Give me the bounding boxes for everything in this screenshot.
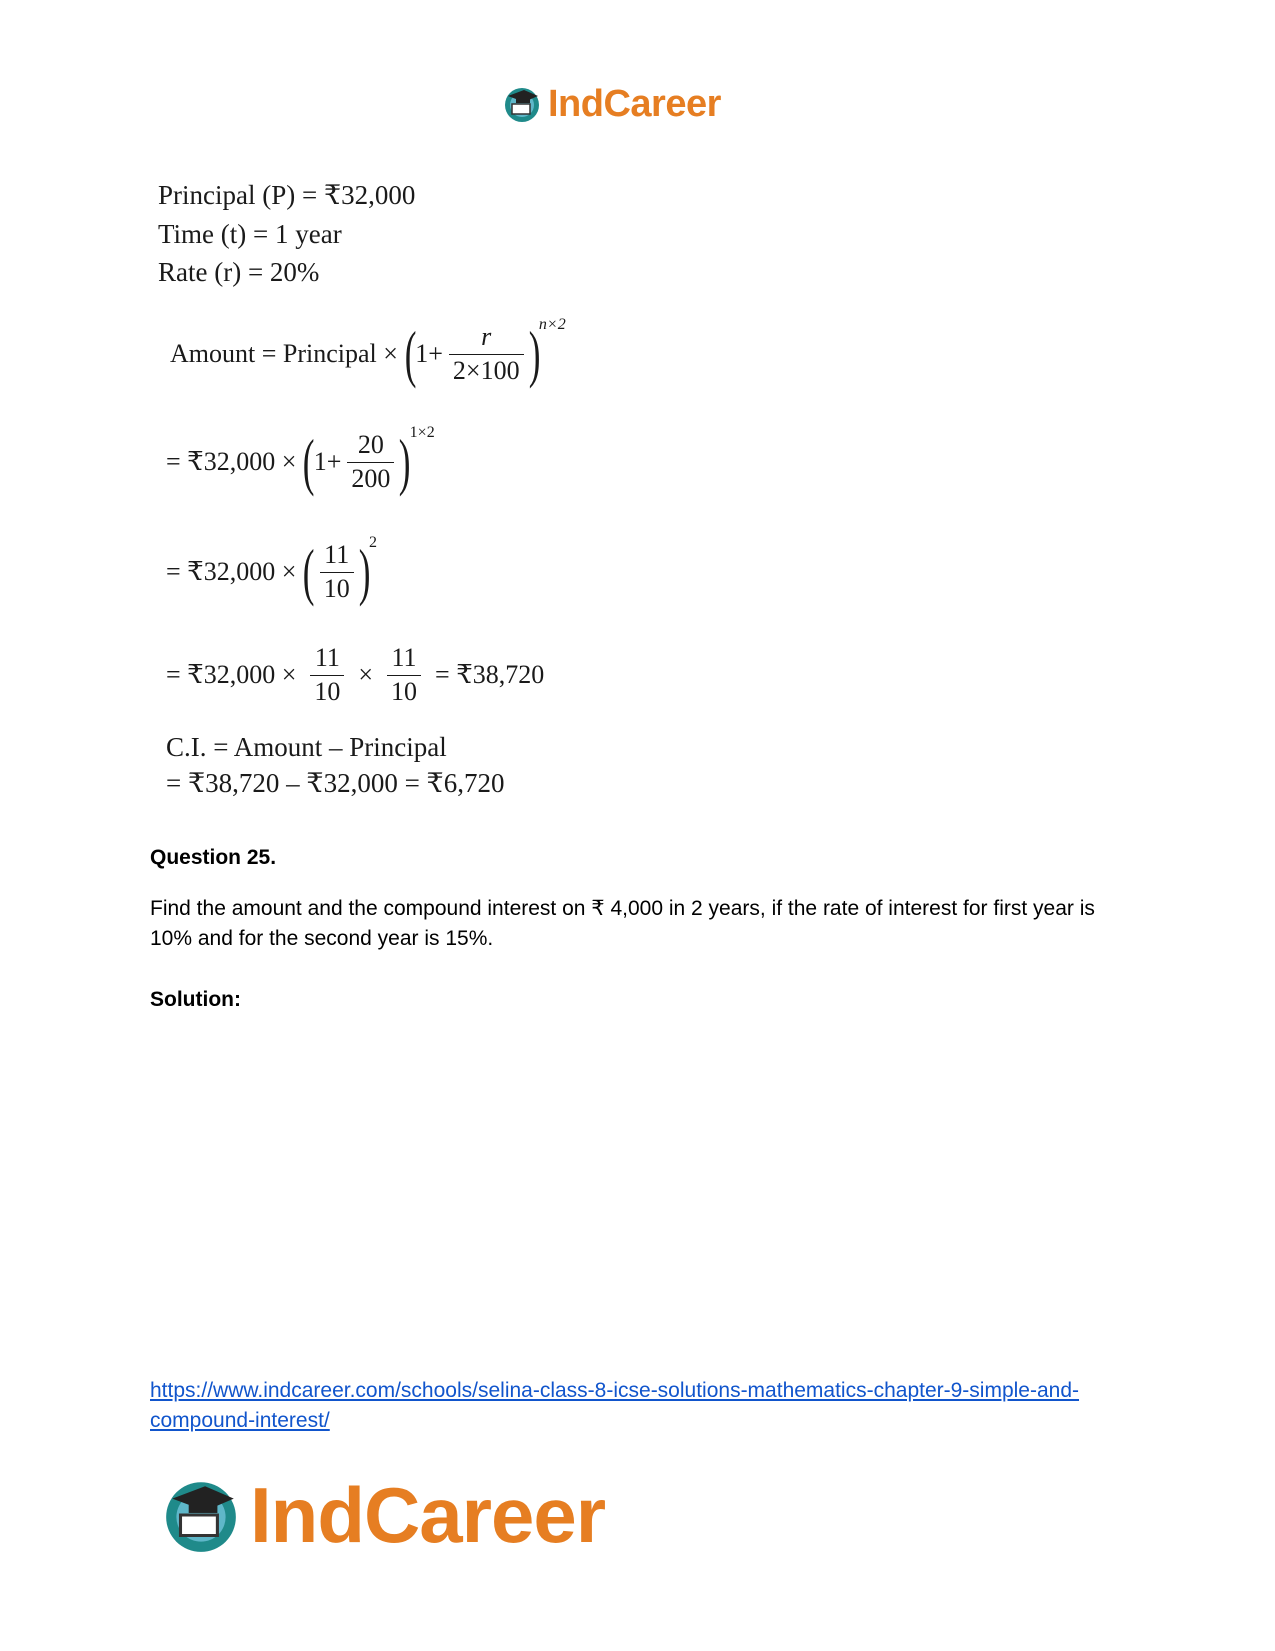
step2-fraction (320, 541, 354, 603)
step3-numerator-2: 11 (391, 643, 417, 672)
formula-numerator: r (481, 321, 492, 351)
header-logo (502, 80, 721, 128)
ci-line-2: = ₹38,720 – ₹32,000 = ₹6,720 (166, 768, 505, 798)
step1-fraction (347, 431, 394, 493)
step3-result: = ₹38,720 (435, 660, 545, 690)
step3-times: × (358, 660, 374, 690)
left-paren: ( (303, 426, 315, 497)
step1-one-plus: 1+ (313, 447, 342, 476)
step3-numerator-1: 11 (314, 643, 340, 672)
graduation-cap-icon (160, 1474, 242, 1556)
formula-denominator: 2×100 (449, 354, 524, 386)
given-rate: Rate (r) = 20% (158, 257, 320, 287)
ci-line-1: C.I. = Amount – Principal (166, 732, 447, 762)
step2-line (166, 534, 377, 607)
source-link[interactable]: https://www.indcareer.com/schools/selina-class-8-icse-solutions-mathematics-chapter-9-simple-and-compound-interest/ (150, 1379, 1080, 1432)
given-time: Time (t) = 1 year (158, 219, 342, 249)
step1-denominator: 200 (347, 462, 394, 494)
step3-fraction-1 (310, 644, 344, 706)
left-paren: ( (303, 536, 315, 607)
step2-denominator: 10 (320, 572, 354, 604)
footer-logo (160, 1470, 605, 1560)
step1-lhs: = ₹32,000 × (166, 447, 297, 476)
step3-fraction-2 (387, 644, 421, 706)
step2-exponent: 2 (369, 534, 377, 551)
step3-line (166, 644, 544, 706)
question-heading: Question 25. (150, 846, 277, 869)
left-paren: ( (404, 318, 417, 389)
step3-denominator-2: 10 (387, 675, 421, 707)
step1-line (166, 424, 435, 497)
step3-denominator-1: 10 (310, 675, 344, 707)
right-paren: ) (528, 318, 541, 389)
given-principal: Principal (P) = ₹32,000 (158, 180, 416, 210)
right-paren: ) (399, 426, 411, 497)
formula-exponent: n×2 (538, 316, 566, 333)
question-text: Find the amount and the compound interest on ₹ 4,000 in 2 years, if the rate of interest for first year is 10% and for the second year is 15%. (150, 897, 1095, 950)
step1-numerator: 20 (357, 429, 384, 459)
formula-fraction (449, 323, 524, 385)
step2-lhs: = ₹32,000 × (166, 557, 297, 586)
right-paren: ) (358, 536, 371, 607)
step3-lhs: = ₹32,000 × (166, 660, 297, 690)
formula-line (170, 316, 566, 389)
formula-lhs: Amount = Principal × (170, 339, 398, 368)
step1-exponent: 1×2 (409, 424, 435, 441)
step2-numerator: 11 (324, 539, 350, 569)
solution-label: Solution: (150, 988, 241, 1011)
logo-text: IndCareer (548, 82, 721, 125)
formula-one-plus: 1+ (415, 339, 443, 368)
logo-text: IndCareer (250, 1470, 606, 1559)
graduation-cap-icon (502, 84, 542, 124)
